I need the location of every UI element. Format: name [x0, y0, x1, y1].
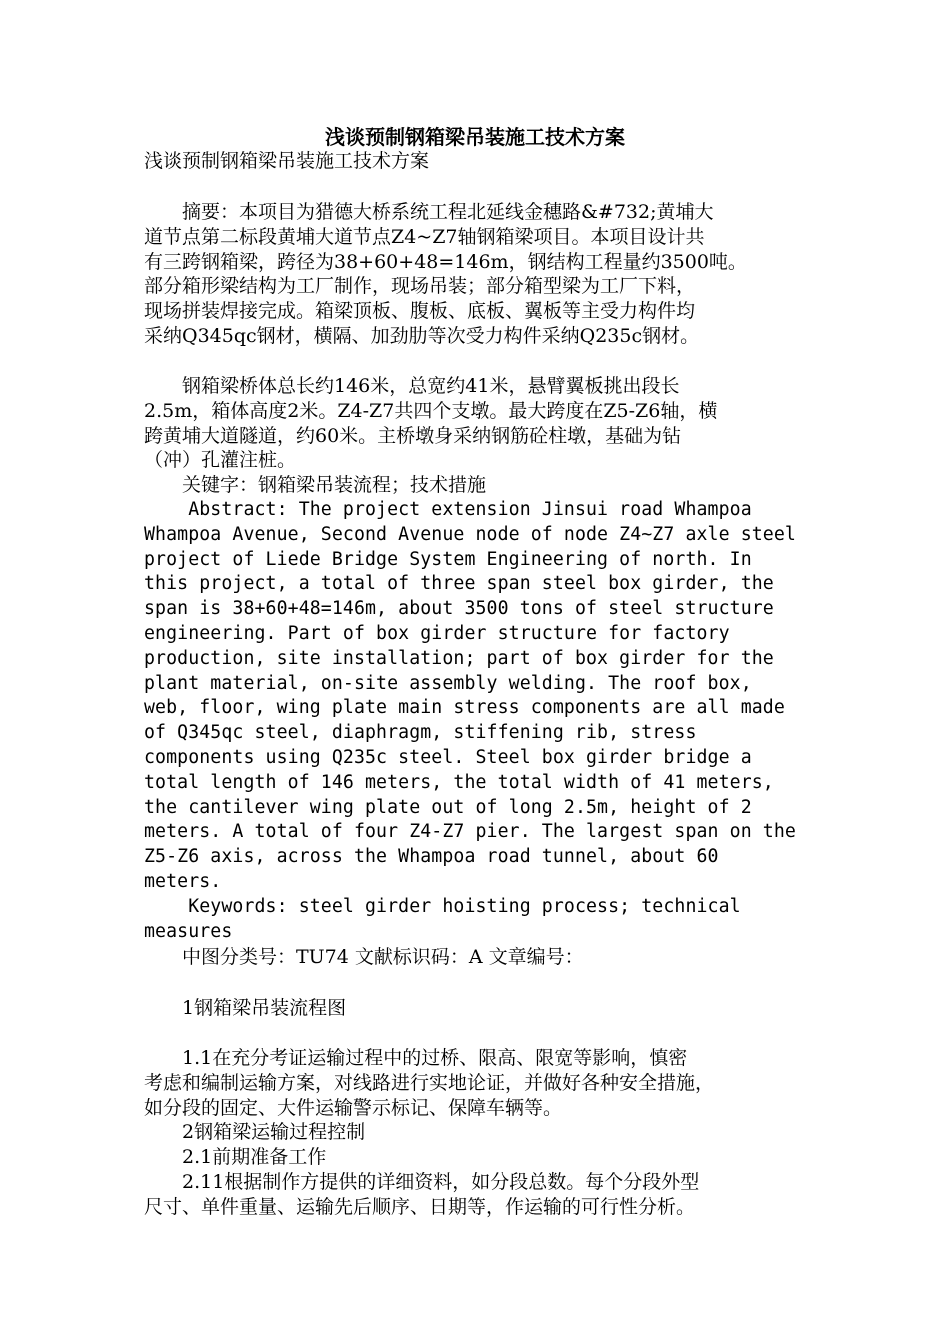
keywords-cn: 关键字：钢箱梁吊装流程；技术措施	[144, 474, 487, 497]
text-line: 如分段的固定、大件运输警示标记、保障车辆等。	[144, 1096, 563, 1119]
text-line: 1.1在充分考证运输过程中的过桥、限高、限宽等影响，慎密	[144, 1047, 688, 1069]
text-line: Z5-Z6 axis, across the Whampoa road tunnel, about 60	[144, 846, 719, 868]
section-1-heading	[144, 996, 814, 1021]
text-line: 摘要：本项目为猎德大桥系统工程北延线金穗路&#732;黄埔大	[144, 201, 714, 223]
section-1-1-paragraph	[144, 1046, 814, 1220]
abstract-en-paragraph	[144, 498, 814, 944]
text-line: （冲）孔灌注桩。	[144, 449, 297, 472]
text-line: components using Q235c steel. Steel box girder bridge a	[144, 746, 752, 768]
subtitle-line: 浅谈预制钢箱梁吊装施工技术方案	[144, 150, 430, 172]
text-line: plant material, on-site assembly welding. The roof box,	[144, 672, 752, 694]
text-line: total length of 146 meters, the total width of 41 meters,	[144, 771, 774, 793]
overview-cn-paragraph	[144, 374, 814, 498]
document-title: 浅谈预制钢箱梁吊装施工技术方案	[325, 125, 625, 149]
text-line: 部分箱形梁结构为工厂制作，现场吊装；部分箱型梁为工厂下料，	[144, 275, 696, 298]
text-line: Whampoa Avenue, Second Avenue node of node Z4~Z7 axle steel	[144, 523, 796, 545]
heading-text: 1钢箱梁吊装流程图	[144, 997, 347, 1019]
text-line: 考虑和编制运输方案，对线路进行实地论证，并做好各种安全措施，	[144, 1071, 715, 1094]
text-line: project of Liede Bridge System Engineering of north. In	[144, 548, 752, 570]
section-2-1-heading: 2.1前期准备工作	[144, 1146, 327, 1169]
text-line: web, floor, wing plate main stress components are all made	[144, 697, 785, 719]
text-line: 2.11根据制作方提供的详细资料，如分段总数。每个分段外型	[144, 1170, 700, 1193]
text-line: Abstract: The project extension Jinsui road Whampoa	[144, 499, 752, 520]
text-line: 采纳Q345qc钢材，横隔、加劲肋等次受力构件采纳Q235c钢材。	[144, 324, 700, 347]
text-line: 跨黄埔大道隧道，约60米。主桥墩身采纳钢筋砼柱墩，基础为钻	[144, 424, 682, 447]
document-subtitle	[144, 149, 814, 174]
section-2-heading: 2钢箱梁运输过程控制	[144, 1121, 366, 1144]
text-line: of Q345qc steel, diaphragm, stiffening rib, stress	[144, 722, 697, 744]
keywords-en: Keywords: steel girder hoisting process; technical	[144, 895, 741, 917]
text-line: the cantilever wing plate out of long 2.5m, height of 2	[144, 796, 752, 818]
classification-text: 中图分类号：TU74 文献标识码：A 文章编号：	[144, 946, 584, 968]
text-line: 道节点第二标段黄埔大道节点Z4~Z7轴钢箱梁项目。本项目设计共	[144, 225, 705, 248]
text-line: meters.	[144, 870, 222, 892]
text-line: 现场拼装焊接完成。箱梁顶板、腹板、底板、翼板等主受力构件均	[144, 300, 696, 323]
text-line: engineering. Part of box girder structure for factory	[144, 622, 730, 644]
text-line: 2.5m，箱体高度2米。Z4-Z7共四个支墩。最大跨度在Z5-Z6轴，横	[144, 399, 718, 422]
text-line: 尺寸、单件重量、运输先后顺序、日期等，作运输的可行性分析。	[144, 1195, 696, 1218]
text-line: 有三跨钢箱梁，跨径为38+60+48=146m，钢结构工程量约3500吨。	[144, 250, 747, 273]
keywords-en-cont: measures	[144, 920, 233, 942]
classification-line	[144, 945, 814, 970]
text-line: production, site installation; part of box girder for the	[144, 647, 774, 669]
text-line: this project, a total of three span steel box girder, the	[144, 573, 774, 595]
abstract-cn-paragraph	[144, 200, 814, 349]
text-line: meters. A total of four Z4-Z7 pier. The largest span on the	[144, 821, 796, 843]
text-line: span is 38+60+48=146m, about 3500 tons of steel structure	[144, 598, 774, 620]
text-line: 钢箱梁桥体总长约146米，总宽约41米，悬臂翼板挑出段长	[144, 375, 680, 397]
